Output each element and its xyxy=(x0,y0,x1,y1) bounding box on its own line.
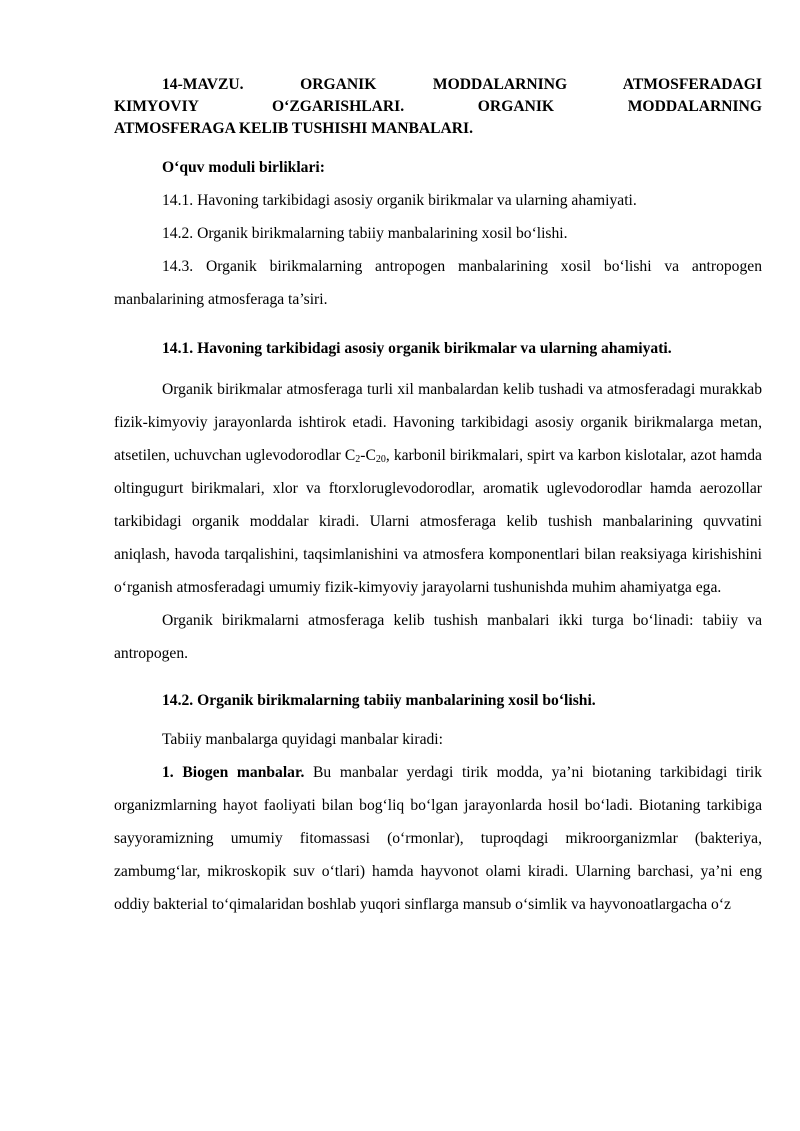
item-1-text: Bu manbalar yerdagi tirik modda, ya’ni biotaning tarkibidagi tirik organizmlarning hayot faoliyati bilan bog‘liq bo‘lgan jarayonlarda hosil bo‘ladi. Biotaning tarkibiga sayyoramizning umumiy fitomassasi (o‘rmonlar), tuproqdagi mikroorganizmlar (bakteriya, zambumg‘lar, mikroskopik suv o‘tlari) hamda hayvonot olami kiradi. Ularning barchasi, ya’ni eng oddiy bakterial to‘qimalaridan boshlab yuqori sinflarga mansub o‘simlik va hayvonoatlargacha o‘z xyxy=(114,764,763,913)
title-line-1: 14-MAVZU. ORGANIK MODDALARNING ATMOSFERADAGI xyxy=(162,76,762,93)
module-item-1: 14.1. Havoning tarkibidagi asosiy organik birikmalar va ularning ahamiyati. xyxy=(162,192,637,209)
item-1-label: 1. Biogen manbalar. xyxy=(162,764,305,781)
section-1-heading: 14.1. Havoning tarkibidagi asosiy organik birikmalar va ularning ahamiyati. xyxy=(162,340,672,357)
document-page xyxy=(114,74,762,921)
subscript-20: 20 xyxy=(375,454,386,465)
module-item-3: 14.3. Organik birikmalarning antropogen manbalarining xosil bo‘lishi va antropogen manbalarining atmosferaga ta’siri. xyxy=(114,258,762,308)
section-1-paragraph-2: Organik birikmalarni atmosferaga kelib tushish manbalari ikki turga bo‘linadi: tabiiy va antropogen. xyxy=(114,612,762,662)
page-title xyxy=(114,74,762,140)
paragraph-1-text-a: Organik birikmalar atmosferaga turli xil manbalardan kelib tushadi va atmosferadagi murakkab fizik-kimyoviy jarayonlarda ishtirok etadi. Havoning tarkibidagi asosiy organik birikmalarga metan, atsetilen, uchuvchan uglevodorodlar C xyxy=(114,381,762,464)
section-2-item-1 xyxy=(114,756,762,921)
paragraph-1-text-mid: -C xyxy=(360,447,376,464)
modules-heading: O‘quv moduli birliklari: xyxy=(162,159,325,176)
paragraph-1-text-b: , karbonil birikmalari, spirt va karbon kislotalar, azot hamda oltingugurt birikmalari, xlor va ftorxloruglevodorodlar, aromatik uglevodorodlar hamda aerozollar tarkibidagi organik moddalar kiradi. Ularni atmosferaga kelib tushish manbalarining quvvatini aniqlash, havoda tarqalishini, taqsimlanishini va atmosfera komponentlari bilan reaksiyaga kirishishini o‘rganish atmosferadagi umumiy fizik-kimyoviy jarayolarni tushunishda muhim ahamiyatga ega. xyxy=(114,447,762,596)
section-2-intro: Tabiiy manbalarga quyidagi manbalar kiradi: xyxy=(162,731,443,748)
subscript-2: 2 xyxy=(355,454,361,465)
title-line-2: KIMYOVIY O‘ZGARISHLARI. ORGANIK MODDALARNING xyxy=(114,98,762,115)
module-item-2: 14.2. Organik birikmalarning tabiiy manbalarining xosil bo‘lishi. xyxy=(162,225,568,242)
section-1-paragraph-1 xyxy=(114,373,762,604)
section-2-heading: 14.2. Organik birikmalarning tabiiy manbalarining xosil bo‘lishi. xyxy=(162,692,596,709)
title-line-3: ATMOSFERAGA KELIB TUSHISHI MANBALARI. xyxy=(114,120,474,137)
